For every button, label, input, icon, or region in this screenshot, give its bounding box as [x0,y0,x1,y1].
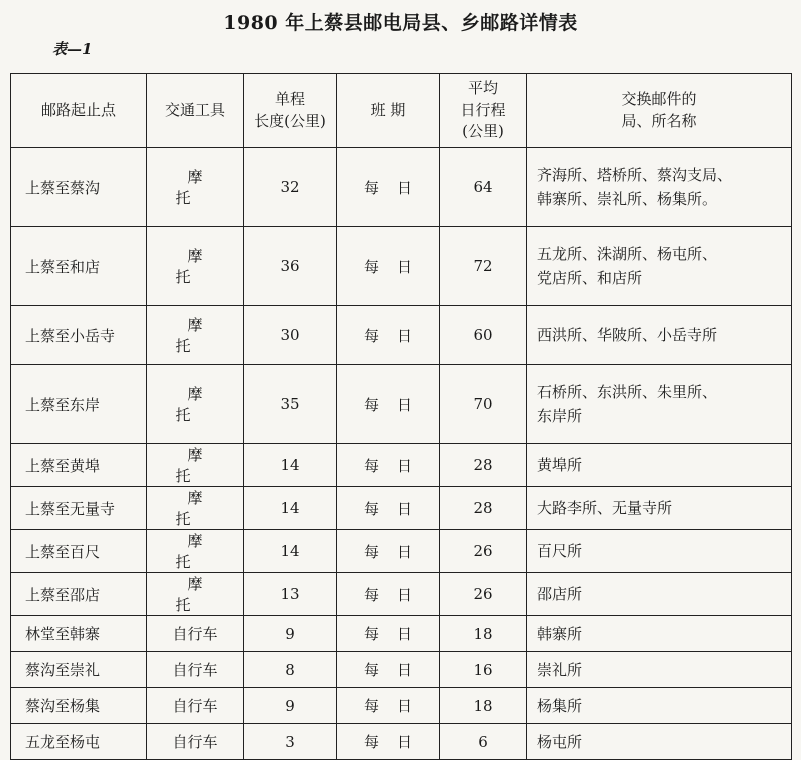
schedule-text: 每日 [363,326,430,345]
cell-route: 上蔡至黄埠 [11,444,147,487]
table-row [11,487,792,530]
cell-length: 14 [244,444,337,487]
cell-schedule [337,530,440,573]
table-row [11,148,792,227]
header-daily-line2: 日行程 [460,100,506,119]
cell-daily: 26 [440,573,527,616]
cell-vehicle [147,444,244,487]
schedule-text: 每日 [363,625,430,643]
offices-line2: 韩寨所、崇礼所、杨集所。 [537,190,718,208]
cell-length: 13 [244,573,337,616]
cell-length: 3 [244,724,337,760]
vehicle-text: 摩托 [175,532,227,571]
offices-line1: 杨屯所 [537,732,583,751]
table-row [11,306,792,365]
cell-daily: 16 [440,652,527,688]
cell-offices [527,148,792,227]
cell-vehicle [147,306,244,365]
offices-line1: 韩寨所 [537,624,583,643]
offices-line1: 邵店所 [537,585,583,603]
cell-offices [527,365,792,444]
schedule-text: 每日 [363,542,430,561]
offices-line1: 齐海所、塔桥所、蔡沟支局、 [537,166,733,184]
cell-daily: 18 [440,688,527,724]
schedule-text: 每日 [363,733,430,751]
cell-route: 上蔡至小岳寺 [11,306,147,365]
cell-length: 14 [244,487,337,530]
header-offices-line2: 局、所名称 [621,111,697,130]
cell-vehicle: 自行车 [147,616,244,652]
schedule-text: 每日 [363,585,430,604]
cell-route: 林堂至韩寨 [11,616,147,652]
cell-daily: 72 [440,227,527,306]
cell-vehicle [147,487,244,530]
cell-offices [527,530,792,573]
header-length-line1: 单程 [274,89,305,108]
cell-length: 35 [244,365,337,444]
cell-schedule [337,652,440,688]
cell-length: 9 [244,616,337,652]
offices-line2: 党店所、和店所 [537,269,643,287]
schedule-text: 每日 [363,395,430,414]
cell-vehicle: 自行车 [147,688,244,724]
schedule-text: 每日 [363,661,430,679]
cell-route: 蔡沟至杨集 [11,688,147,724]
cell-offices [527,688,792,724]
header-vehicle: 交通工具 [147,74,244,148]
header-length [244,74,337,148]
offices-line1: 大路李所、无量寺所 [537,499,673,517]
offices-line1: 黄埠所 [537,456,583,474]
cell-daily: 26 [440,530,527,573]
schedule-text: 每日 [363,456,430,475]
vehicle-text: 摩托 [175,575,227,614]
table-row [11,688,792,724]
table-row [11,652,792,688]
header-length-line2: 长度(公里) [254,111,326,130]
cell-length: 14 [244,530,337,573]
header-route: 邮路起止点 [11,74,147,148]
cell-offices [527,444,792,487]
cell-schedule [337,616,440,652]
offices-line2: 东岸所 [537,407,583,425]
offices-line1: 崇礼所 [537,660,583,679]
offices-line1: 五龙所、洙湖所、杨屯所、 [537,245,718,263]
cell-schedule [337,724,440,760]
header-daily-line1: 平均 [467,78,498,97]
schedule-text: 每日 [363,257,430,276]
cell-vehicle: 自行车 [147,724,244,760]
offices-line1: 百尺所 [537,542,583,560]
cell-schedule [337,148,440,227]
cell-offices [527,573,792,616]
cell-length: 32 [244,148,337,227]
header-daily-line3: (公里) [462,122,504,141]
vehicle-text: 摩托 [175,316,227,355]
cell-vehicle [147,365,244,444]
table-row [11,227,792,306]
cell-daily: 60 [440,306,527,365]
offices-line1: 西洪所、华陂所、小岳寺所 [537,326,718,344]
cell-route: 上蔡至蔡沟 [11,148,147,227]
cell-route: 上蔡至无量寺 [11,487,147,530]
cell-schedule [337,573,440,616]
table-number-label: 表—1 [52,40,93,58]
table-row [11,616,792,652]
table-row [11,365,792,444]
cell-schedule [337,306,440,365]
header-offices [527,74,792,148]
cell-route: 上蔡至和店 [11,227,147,306]
cell-offices [527,652,792,688]
vehicle-text: 摩托 [175,446,227,485]
cell-schedule [337,487,440,530]
cell-route: 上蔡至邵店 [11,573,147,616]
table-row [11,530,792,573]
header-schedule: 班 期 [337,74,440,148]
table-row [11,724,792,760]
header-daily [440,74,527,148]
cell-offices [527,306,792,365]
cell-daily: 28 [440,444,527,487]
header-offices-line1: 交换邮件的 [621,89,697,108]
cell-daily: 64 [440,148,527,227]
schedule-text: 每日 [363,697,430,715]
cell-offices [527,724,792,760]
cell-daily: 18 [440,616,527,652]
cell-length: 8 [244,652,337,688]
table-row [11,444,792,487]
cell-length: 30 [244,306,337,365]
cell-route: 五龙至杨屯 [11,724,147,760]
offices-line1: 石桥所、东洪所、朱里所、 [537,383,718,401]
cell-vehicle [147,148,244,227]
table-header-row [11,74,792,148]
cell-daily: 70 [440,365,527,444]
vehicle-text: 摩托 [175,168,227,207]
cell-offices [527,487,792,530]
vehicle-text: 摩托 [175,489,227,528]
schedule-text: 每日 [363,499,430,518]
vehicle-text: 摩托 [175,247,227,286]
cell-vehicle: 自行车 [147,652,244,688]
cell-route: 上蔡至百尺 [11,530,147,573]
cell-vehicle [147,530,244,573]
cell-schedule [337,365,440,444]
cell-schedule [337,227,440,306]
postal-route-table [10,73,792,760]
schedule-text: 每日 [363,178,430,197]
cell-route: 蔡沟至崇礼 [11,652,147,688]
cell-route: 上蔡至东岸 [11,365,147,444]
cell-offices [527,227,792,306]
cell-schedule [337,444,440,487]
cell-length: 36 [244,227,337,306]
cell-vehicle [147,573,244,616]
cell-vehicle [147,227,244,306]
offices-line1: 杨集所 [537,696,583,715]
cell-schedule [337,688,440,724]
cell-length: 9 [244,688,337,724]
vehicle-text: 摩托 [175,385,227,424]
cell-daily: 6 [440,724,527,760]
table-row [11,573,792,616]
page-title: 1980 年上蔡县邮电局县、乡邮路详情表 [223,12,578,34]
cell-offices [527,616,792,652]
cell-daily: 28 [440,487,527,530]
